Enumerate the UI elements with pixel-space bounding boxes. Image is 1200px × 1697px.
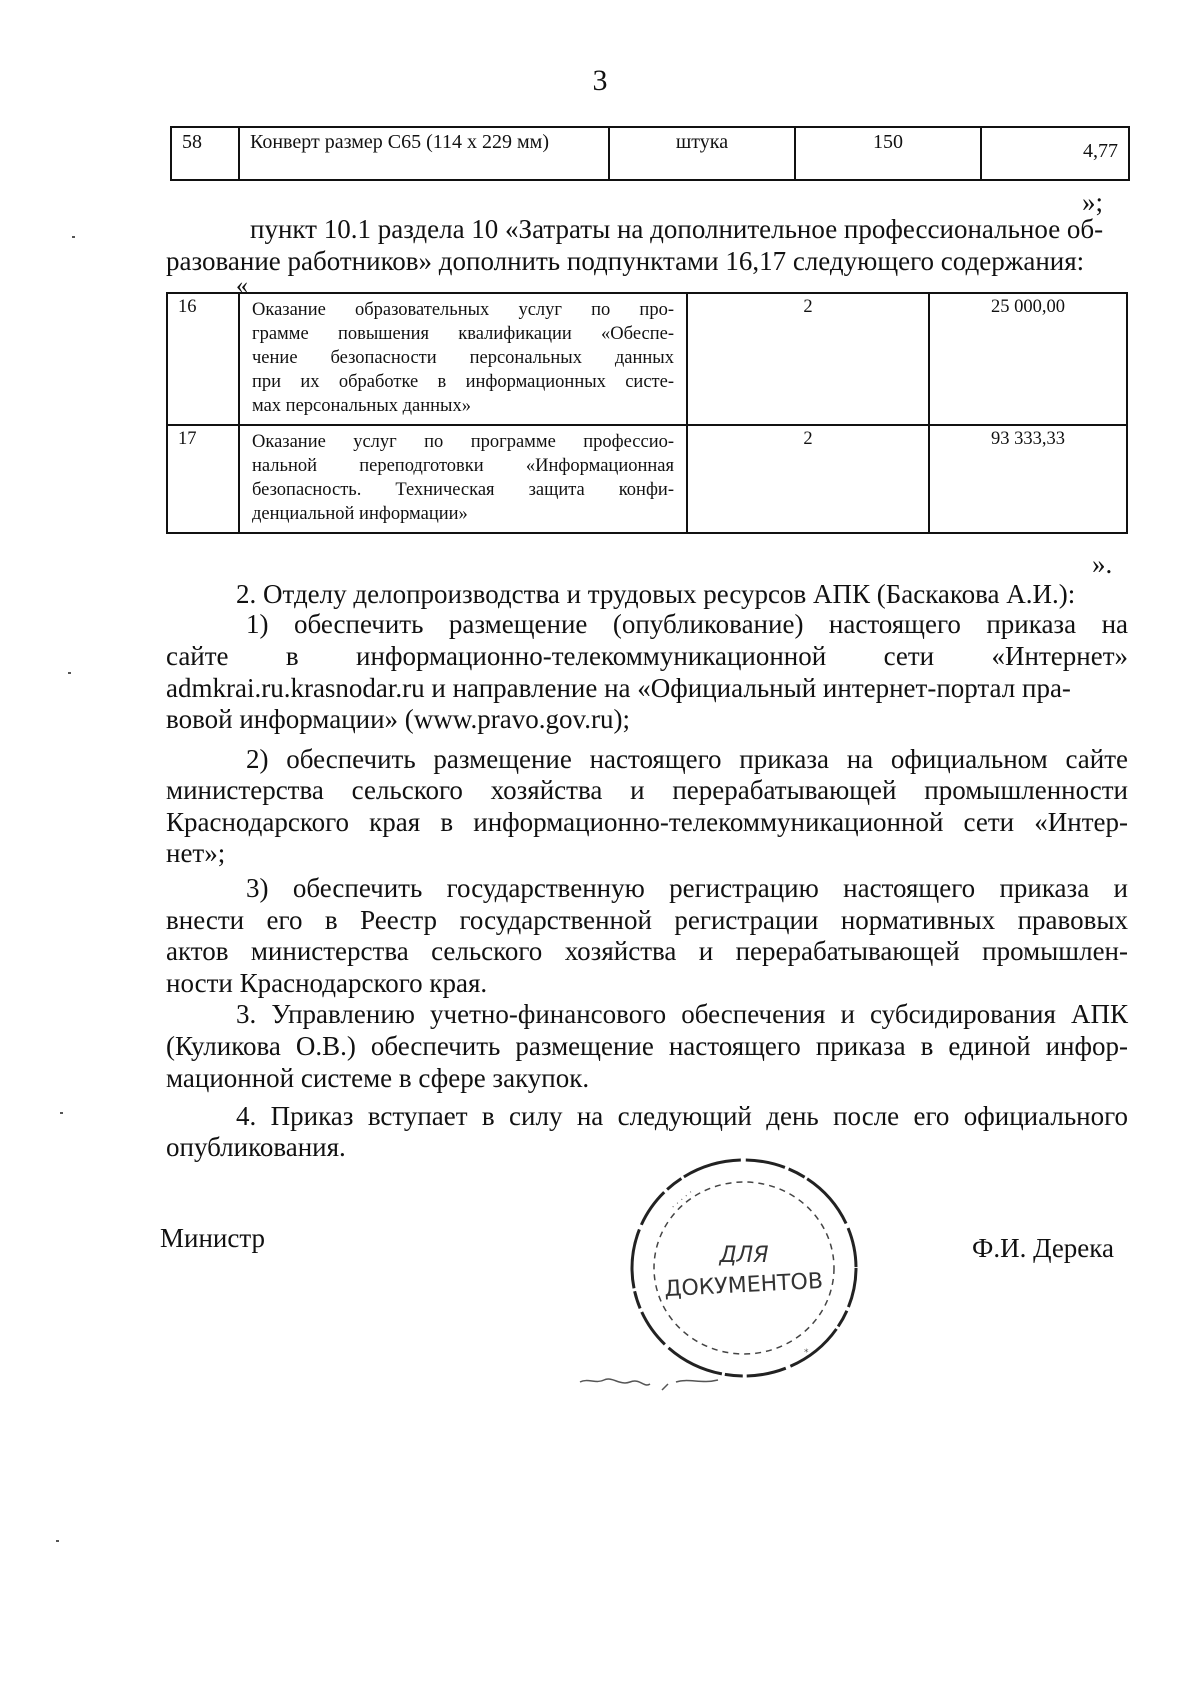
text-line: 3. Управлению учетно-финансового обеспечения и субсидирования АПК [236,999,1128,1029]
text-line: актов министерства сельского хозяйства и перерабатывающей промышлен- [166,936,1128,966]
service-description [239,293,687,425]
service-price: 93 333,33 [929,425,1127,533]
text-line: опубликования. [166,1132,346,1162]
scan-speck [72,236,75,238]
desc-line: Оказание образовательных услуг по про- [252,300,674,320]
text-line: 2) обеспечить размещение настоящего приказа на официальном сайте [246,744,1128,774]
text-line: 4. Приказ вступает в силу на следующий день после его официального [236,1101,1128,1131]
text-line: admkrai.ru.krasnodar.ru и направление на «Официальный интернет-портал пра- [166,673,1071,703]
service-quantity: 2 [687,293,929,425]
quote-close: »; [1082,187,1104,217]
service-description [239,425,687,533]
quote-open: « [236,273,248,299]
text-line: 1) обеспечить размещение (опубликование) настоящего приказа на [246,609,1128,639]
row-number: 58 [171,127,239,180]
text-line: 3) обеспечить государственную регистрацию настоящего приказа и [246,873,1128,903]
text-line: Краснодарского края в информационно-телекоммуникационной сети «Интер- [166,807,1128,837]
item-quantity: 150 [795,127,981,180]
service-quantity: 2 [687,425,929,533]
text-line: министерства сельского хозяйства и перерабатывающей промышленности [166,775,1128,805]
signature-scribble-icon [578,1370,738,1400]
signatory-name: Ф.И. Дерека [972,1233,1114,1263]
scan-speck [68,672,71,674]
signatory-position: Министр [160,1223,265,1253]
page-number: 3 [592,64,608,97]
text-line: вовой информации» (www.pravo.gov.ru); [166,704,630,734]
desc-line: нальной переподготовки «Информационная [252,456,674,476]
desc-line: Оказание услуг по программе профессио- [252,432,674,452]
paragraph-2: 2. Отделу делопроизводства и трудовых ресурсов АПК (Баскакова А.И.): [236,579,1076,609]
desc-line: денциальной информации» [252,504,468,524]
desc-line: чение безопасности персональных данных [252,348,674,368]
text-line: ности Краснодарского края. [166,968,488,998]
stamp-icon [624,1150,864,1380]
item-price: 4,77 [981,127,1129,180]
quote-close: ». [1092,549,1113,579]
intro-line-2: разование работников» дополнить подпунктами 16,17 следующего содержания: [166,246,1085,276]
row-number: 16 [167,293,239,425]
training-services-table [166,292,1128,534]
scan-speck [60,1112,63,1114]
text-line: сайте в информационно-телекоммуникационной сети «Интернет» [166,641,1128,671]
desc-line: при их обработке в информационных систе- [252,372,674,392]
desc-line: безопасность. Техническая защита конфи- [252,480,674,500]
text-line: (Куликова О.В.) обеспечить размещение настоящего приказа в единой инфор- [166,1031,1128,1061]
table-row [167,293,1127,425]
desc-line: мах персональных данных» [252,396,471,416]
scan-speck [56,1540,59,1542]
envelope-table [170,126,1130,181]
text-line: мационной системе в сфере закупок. [166,1063,590,1093]
svg-text:*: * [804,1348,809,1358]
text-line: внести его в Реестр государственной регистрации нормативных правовых [166,905,1128,935]
table-row [171,127,1129,180]
stamp-text-line-2: ДОКУМЕНТОВ [663,1268,824,1303]
row-number: 17 [167,425,239,533]
intro-line-1: пункт 10.1 раздела 10 «Затраты на дополнительное профессиональное об- [250,214,1104,244]
item-unit: штука [609,127,795,180]
service-price: 25 000,00 [929,293,1127,425]
svg-text:· · · · ·: · · · · · [669,1188,696,1213]
desc-line: грамме повышения квалификации «Обеспе- [252,324,674,344]
table-row [167,425,1127,533]
text-line: нет»; [166,838,226,868]
stamp-text-line-1: ДЛЯ [719,1243,769,1268]
item-name: Конверт размер С65 (114 х 229 мм) [239,127,609,180]
